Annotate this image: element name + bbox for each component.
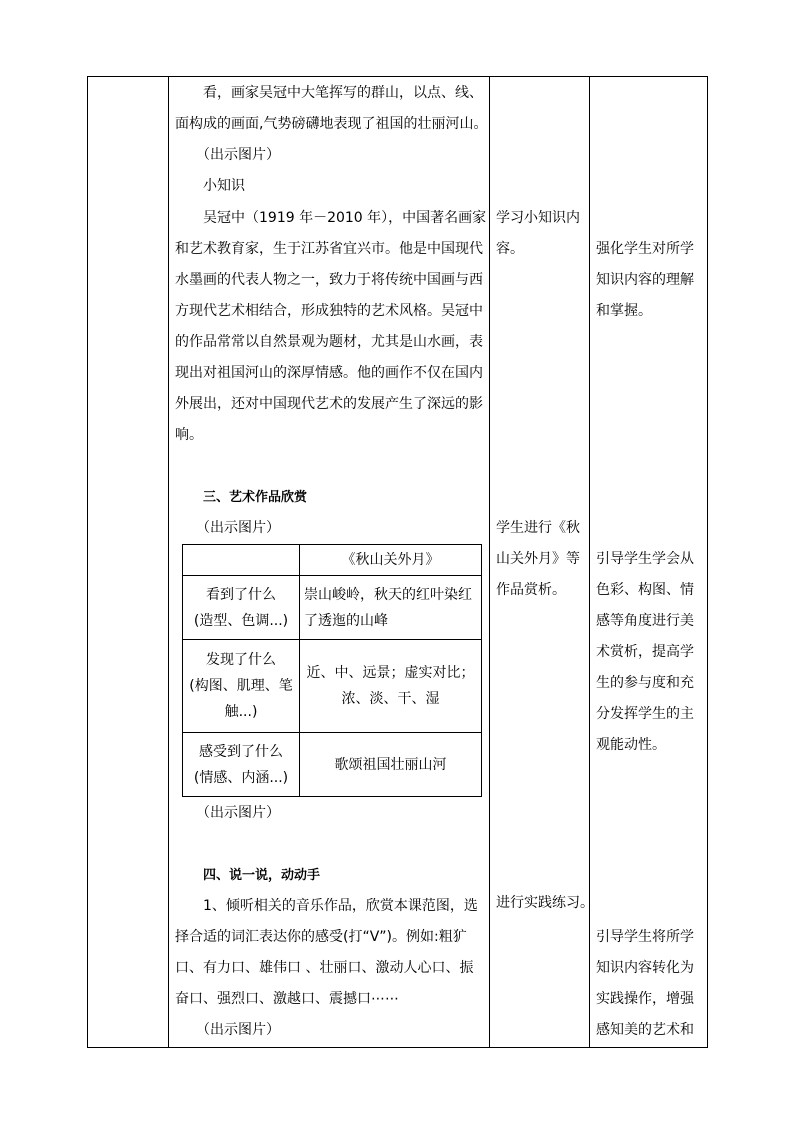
design-intent: 知识内容的理解	[596, 272, 694, 288]
show-image-note: （出示图片）	[196, 1022, 280, 1038]
design-intent: 感等角度进行美	[596, 613, 694, 629]
table-row-value: 崇山峻岭，秋天的红叶染红 了透迤的山峰	[300, 576, 482, 640]
table-row-label: 看到了什么 (造型、色调...)	[183, 576, 300, 640]
knowledge-title: 小知识	[203, 178, 245, 194]
table-header-title: 《秋山关外月》	[300, 545, 482, 576]
design-intent: 实践操作，增强	[596, 991, 694, 1007]
section-4-title: 四、说一说，动动手	[203, 868, 321, 883]
student-activity: 进行实践练习。	[496, 895, 594, 911]
design-intent: 引导学生将所学	[596, 929, 694, 945]
table-header-empty	[183, 545, 300, 576]
design-intent: 感知美的艺术和	[596, 1022, 694, 1038]
table-right-border	[707, 76, 708, 1048]
knowledge-line: 和艺术教育家，生于江苏省宜兴市。他是中国现代	[175, 241, 483, 257]
table-row-value: 歌颂祖国壮丽山河	[300, 733, 482, 797]
knowledge-line: 外展出，还对中国现代艺术的发展产生了深远的影	[175, 396, 483, 412]
design-intent: 强化学生对所学	[596, 241, 694, 257]
appreciation-table	[182, 544, 482, 797]
design-intent: 和掌握。	[596, 303, 652, 319]
table-row-label: 感受到了什么 (情感、内涵...)	[183, 733, 300, 797]
knowledge-line: 水墨画的代表人物之一，致力于将传统中国画与西	[175, 272, 483, 288]
table-top-border	[87, 76, 708, 77]
student-activity: 山关外月》等	[496, 551, 580, 567]
design-intent: 知识内容转化为	[596, 960, 694, 976]
student-activity: 学习小知识内	[496, 210, 580, 226]
knowledge-line: 方现代艺术相结合，形成独特的艺术风格。吴冠中	[175, 303, 483, 319]
table-left-border	[87, 76, 88, 1048]
design-intent: 生的参与度和充	[596, 675, 694, 691]
knowledge-line: 现出对祖国河山的深厚情感。他的画作不仅在国内	[175, 365, 483, 381]
design-intent: 引导学生学会从	[596, 551, 694, 567]
design-intent: 观能动性。	[596, 737, 666, 753]
show-image-note: （出示图片）	[196, 520, 280, 536]
knowledge-line: 响。	[175, 427, 203, 443]
show-image-note: （出示图片）	[196, 805, 280, 821]
section-3-title: 三、艺术作品欣赏	[203, 490, 308, 505]
intro-line-1: 看，画家吴冠中大笔挥写的群山，以点、线、	[203, 85, 483, 101]
knowledge-line: 吴冠中（1919 年－2010 年），中国著名画家	[203, 210, 487, 226]
student-activity: 容。	[496, 241, 524, 257]
column-divider-1	[168, 76, 169, 1048]
design-intent: 色彩、构图、情	[596, 582, 694, 598]
table-row-label: 发现了什么 (构图、肌理、笔 触...)	[183, 640, 300, 733]
practice-line: 口、有力口、雄伟口 、壮丽口、激动人心口、振	[175, 960, 474, 976]
knowledge-line: 的作品常常以自然景观为题材，尤其是山水画，表	[175, 334, 483, 350]
practice-line: 奋口、强烈口、激越口、震撼口⋯⋯	[175, 991, 399, 1007]
intro-line-2: 面构成的画面,气势磅礴地表现了祖国的壮丽河山。	[175, 116, 488, 132]
practice-line: 1、倾听相关的音乐作品，欣赏本课范图，选	[203, 898, 478, 914]
column-divider-2	[489, 76, 490, 1048]
show-image-note: （出示图片）	[196, 147, 280, 163]
table-row-value: 近、中、远景；虚实对比； 浓、淡、干、湿	[300, 640, 482, 733]
table-bottom-border	[87, 1047, 708, 1048]
student-activity: 学生进行《秋	[496, 520, 580, 536]
practice-line: 择合适的词汇表达你的感受(打“V”)。例如:粗犷	[175, 929, 467, 945]
design-intent: 分发挥学生的主	[596, 706, 694, 722]
design-intent: 术赏析，提高学	[596, 644, 694, 660]
student-activity: 作品赏析。	[496, 582, 566, 598]
